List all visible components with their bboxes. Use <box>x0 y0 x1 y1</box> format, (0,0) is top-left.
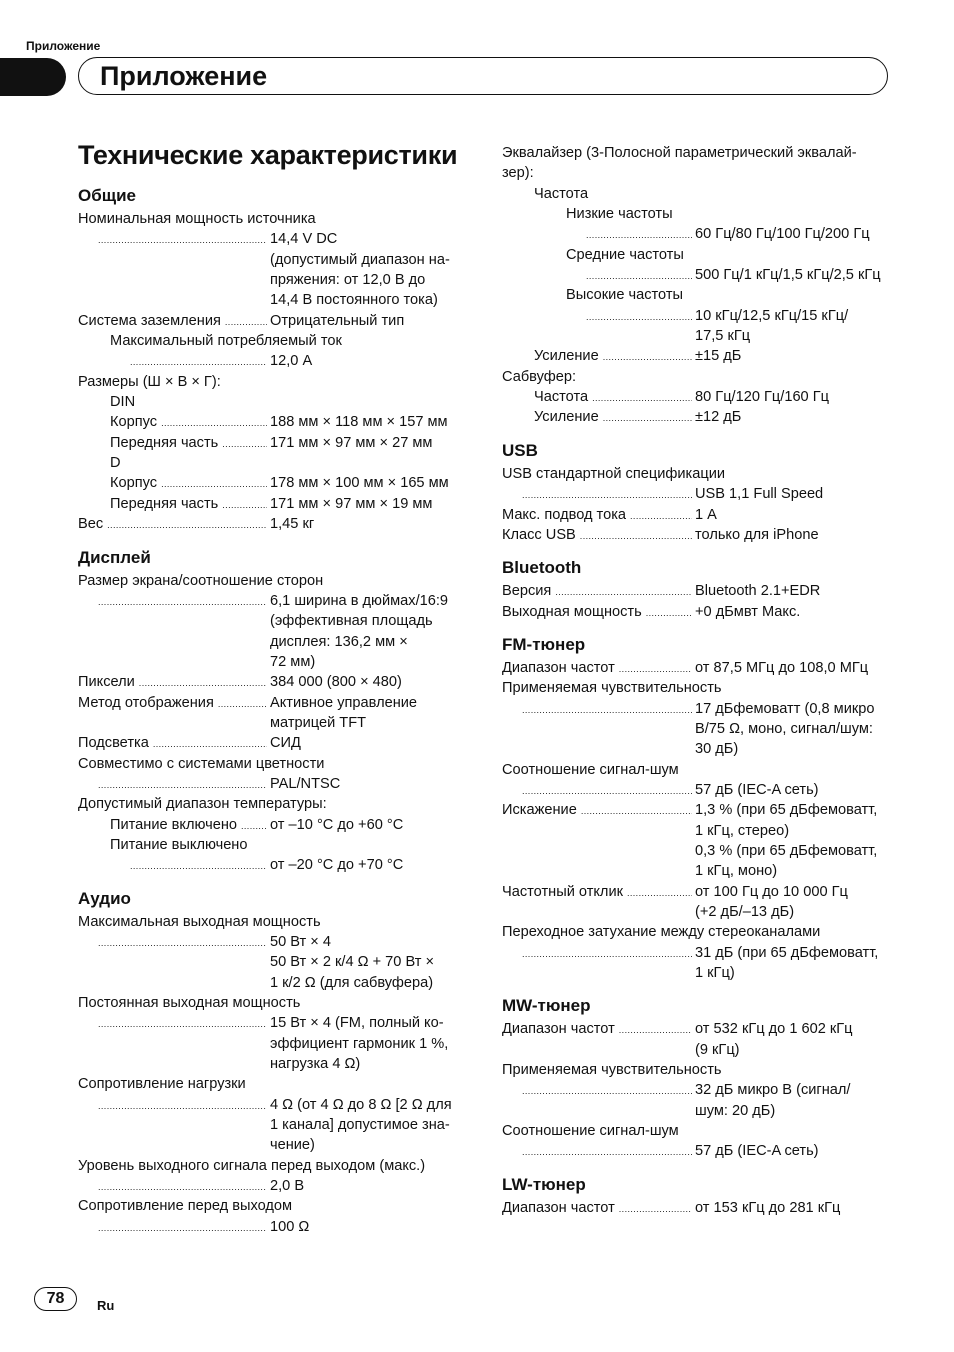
section-heading: USB <box>502 440 538 460</box>
spec-row <box>502 1019 902 1039</box>
spec-value: от –10 °C до +60 °C <box>270 816 404 833</box>
spec-value: USB 1,1 Full Speed <box>695 486 824 503</box>
spec-row <box>78 1095 478 1115</box>
spec-value: от 100 Гц до 10 000 Гц <box>695 883 848 900</box>
spec-value: нагрузка 4 Ω) <box>270 1056 361 1073</box>
spec-value: 1 кГц, стерео) <box>695 822 790 839</box>
spec-label: Выходная мощность <box>502 603 642 620</box>
spec-label: Класс USB <box>502 526 576 543</box>
spec-row <box>78 571 478 591</box>
spec-label: Версия <box>502 583 552 600</box>
spec-row <box>78 1217 478 1237</box>
spec-value: (эффективная площадь <box>270 613 433 630</box>
spec-row <box>502 265 902 285</box>
spec-value: СИД <box>270 735 301 752</box>
spec-row <box>502 464 902 484</box>
spec-value: 1 канала] допустимое зна- <box>270 1117 450 1134</box>
spec-value: 10 кГц/12,5 кГц/15 кГц/ <box>695 307 849 324</box>
spec-value: (допустимый диапазон на- <box>270 251 450 268</box>
spec-row <box>78 229 478 249</box>
leader-dots <box>592 387 692 407</box>
spec-row <box>78 331 478 351</box>
spec-value: 171 мм × 97 мм × 19 мм <box>270 495 433 512</box>
spec-value: ±15 дБ <box>695 348 742 365</box>
spec-row <box>78 932 478 952</box>
spec-label: Метод отображения <box>78 694 214 711</box>
spec-value: пряжения: от 12,0 В до <box>270 272 426 289</box>
spec-row <box>502 1040 902 1060</box>
leader-dots <box>586 224 692 244</box>
spec-label: D <box>110 455 121 472</box>
leader-dots <box>646 602 692 622</box>
spec-value: 12,0 А <box>270 353 313 370</box>
spec-value: 188 мм × 118 мм × 157 мм <box>270 414 448 431</box>
leader-dots <box>139 672 267 692</box>
spec-value: +0 дБмвт Макс. <box>695 603 801 620</box>
spec-row <box>502 658 902 678</box>
spec-row <box>502 760 902 780</box>
spec-label: Питание включено <box>110 816 237 833</box>
spec-row <box>78 835 478 855</box>
leader-dots <box>522 484 692 504</box>
spec-row <box>502 367 902 387</box>
leader-dots <box>130 351 267 371</box>
spec-label: Пиксели <box>78 674 135 691</box>
section-heading: Bluetooth <box>502 558 582 578</box>
spec-row <box>502 581 902 601</box>
spec-label: Питание выключено <box>110 836 248 853</box>
leader-dots <box>603 407 692 427</box>
spec-row <box>502 800 902 820</box>
spec-label: Высокие частоты <box>566 287 684 304</box>
spec-row <box>78 652 478 672</box>
leader-dots <box>218 693 267 713</box>
leader-dots <box>241 815 267 835</box>
spec-label: Максимальная выходная мощность <box>78 913 321 930</box>
page-title: Технические характеристики <box>78 140 458 170</box>
leader-dots <box>627 882 692 902</box>
leader-dots <box>98 1095 267 1115</box>
section-gap <box>502 1162 902 1172</box>
spec-label: USB стандартной спецификации <box>502 465 726 482</box>
leader-dots <box>222 494 267 514</box>
spec-label: Частота <box>534 185 589 202</box>
spec-value: 14,4 В постоянного тока) <box>270 292 438 309</box>
section-heading: LW-тюнер <box>502 1174 586 1194</box>
spec-value: 4 Ω (от 4 Ω до 8 Ω [2 Ω для <box>270 1096 452 1113</box>
spec-row <box>502 780 902 800</box>
spec-value: от 532 кГц до 1 602 кГц <box>695 1021 853 1038</box>
spec-label: Соотношение сигнал-шум <box>502 761 679 778</box>
spec-value: (+2 дБ/–13 дБ) <box>695 904 795 920</box>
leader-dots <box>522 1080 692 1100</box>
spec-value: 57 дБ (IEC-A сеть) <box>695 781 819 798</box>
leader-dots <box>222 433 267 453</box>
spec-label: Система заземления <box>78 312 221 329</box>
spec-row <box>78 311 478 331</box>
spec-label: Применяемая чувствительность <box>502 1062 722 1079</box>
spec-row <box>78 1054 478 1074</box>
spec-row <box>502 387 902 407</box>
spec-value: 1 А <box>695 506 717 523</box>
spec-row <box>78 611 478 631</box>
spec-label: Применяемая чувствительность <box>502 680 722 697</box>
leader-dots <box>98 591 267 611</box>
spec-label: Корпус <box>110 475 158 492</box>
leader-dots <box>153 733 267 753</box>
leader-dots <box>98 774 267 794</box>
spec-row <box>502 245 902 265</box>
spec-label: Постоянная выходная мощность <box>78 995 301 1012</box>
spec-row <box>502 1101 902 1121</box>
spec-row <box>78 973 478 993</box>
spec-label: Искажение <box>502 802 577 819</box>
spec-row <box>78 733 478 753</box>
spec-column-left <box>78 183 478 1237</box>
spec-value: 50 Вт × 2 к/4 Ω + 70 Вт × <box>270 954 434 971</box>
spec-value: 57 дБ (IEC-A сеть) <box>695 1143 819 1160</box>
leader-dots <box>98 1176 267 1196</box>
section-heading: Аудио <box>78 888 131 908</box>
section-gap <box>502 428 902 438</box>
section-heading: Общие <box>78 186 136 205</box>
spec-label: Усиление <box>534 409 599 426</box>
spec-row <box>502 602 902 622</box>
spec-row <box>78 632 478 652</box>
spec-row <box>502 143 902 163</box>
spec-row <box>78 453 478 473</box>
leader-dots <box>130 855 267 875</box>
spec-label: Максимальный потребляемый ток <box>110 333 342 350</box>
leader-dots <box>161 473 267 493</box>
spec-row <box>78 1034 478 1054</box>
spec-value: 1 к/2 Ω (для сабвуфера) <box>270 974 434 991</box>
spec-row <box>78 412 478 432</box>
leader-dots <box>522 699 692 719</box>
spec-row <box>502 902 902 922</box>
spec-value: 500 Гц/1 кГц/1,5 кГц/2,5 кГц <box>695 267 881 284</box>
leader-dots <box>107 514 267 534</box>
spec-row <box>78 494 478 514</box>
spec-row <box>78 1013 478 1033</box>
spec-label: Эквалайзер (3-Полосной параметрический эквалай- <box>502 145 857 161</box>
spec-row <box>502 204 902 224</box>
spec-row <box>502 525 902 545</box>
spec-row <box>78 1156 478 1176</box>
spec-label: Частота <box>534 389 589 406</box>
spec-row <box>78 713 478 733</box>
spec-value: от 87,5 МГц до 108,0 МГц <box>695 659 869 676</box>
leader-dots <box>586 306 692 326</box>
spec-value: Отрицательный тип <box>270 312 405 329</box>
spec-label: Передняя часть <box>110 434 219 451</box>
spec-label: Диапазон частот <box>502 1199 615 1216</box>
leader-dots <box>98 1013 267 1033</box>
spec-row <box>78 1074 478 1094</box>
spec-value: 80 Гц/120 Гц/160 Гц <box>695 389 829 406</box>
spec-value: дисплея: 136,2 мм × <box>270 633 408 650</box>
spec-value: 178 мм × 100 мм × 165 мм <box>270 475 449 492</box>
spec-value: 32 дБ микро В (сигнал/ <box>695 1082 851 1099</box>
spec-row <box>502 943 902 963</box>
spec-value: PAL/NTSC <box>270 775 341 792</box>
leader-dots <box>619 1198 692 1218</box>
leader-dots <box>522 780 692 800</box>
spec-row <box>502 678 902 698</box>
spec-row <box>502 285 902 305</box>
running-header: Приложение <box>26 39 101 53</box>
spec-value: матрицей TFT <box>270 714 367 731</box>
spec-value: 17,5 кГц <box>695 328 751 345</box>
spec-row <box>78 1176 478 1196</box>
spec-row <box>78 693 478 713</box>
spec-label: Переходное затухание между стереоканалами <box>502 924 821 941</box>
leader-dots <box>98 229 267 249</box>
spec-row <box>78 754 478 774</box>
spec-label: Сабвуфер: <box>502 368 577 385</box>
spec-value: только для iPhone <box>695 526 819 543</box>
spec-row <box>502 1080 902 1100</box>
spec-value: 171 мм × 97 мм × 27 мм <box>270 434 433 451</box>
spec-label: Усиление <box>534 348 599 365</box>
spec-label: Средние частоты <box>566 246 684 263</box>
spec-value: (9 кГц) <box>695 1041 740 1058</box>
spec-row <box>502 739 902 759</box>
spec-value: чение) <box>270 1137 315 1154</box>
spec-row <box>78 290 478 310</box>
spec-value: 1,3 % (при 65 дБфемоватт, <box>695 802 878 819</box>
spec-row <box>502 882 902 902</box>
spec-row <box>502 505 902 525</box>
spec-value: 2,0 В <box>270 1178 305 1195</box>
spec-row <box>78 1135 478 1155</box>
spec-row <box>502 963 902 983</box>
spec-value: 100 Ω <box>270 1218 310 1235</box>
spec-value: 6,1 ширина в дюймах/16:9 <box>270 592 449 609</box>
spec-label: Частотный отклик <box>502 883 623 900</box>
spec-row <box>78 209 478 229</box>
spec-row <box>502 306 902 326</box>
language-code: Ru <box>97 1298 115 1313</box>
leader-dots <box>586 265 692 285</box>
section-heading: FM-тюнер <box>502 634 586 654</box>
spec-label: Сопротивление перед выходом <box>78 1198 293 1215</box>
spec-row <box>78 351 478 371</box>
spec-row <box>78 433 478 453</box>
spec-label: Вес <box>78 516 104 533</box>
spec-label: Низкие частоты <box>566 206 673 223</box>
section-title: Приложение <box>100 61 268 91</box>
spec-row <box>78 912 478 932</box>
section-gap <box>78 876 478 886</box>
section-gap <box>502 983 902 993</box>
leader-dots <box>161 412 267 432</box>
spec-row <box>502 407 902 427</box>
spec-row <box>78 250 478 270</box>
spec-row <box>78 473 478 493</box>
spec-row <box>78 514 478 534</box>
spec-row <box>502 184 902 204</box>
section-gap <box>502 622 902 632</box>
spec-value: от 153 кГц до 281 кГц <box>695 1199 841 1216</box>
spec-label: Корпус <box>110 414 158 431</box>
spec-row <box>502 922 902 942</box>
leader-dots <box>522 943 692 963</box>
spec-row <box>502 699 902 719</box>
spec-row <box>78 372 478 392</box>
spec-row <box>78 672 478 692</box>
leader-dots <box>603 346 692 366</box>
leader-dots <box>581 800 692 820</box>
spec-row <box>78 794 478 814</box>
spec-row <box>78 1196 478 1216</box>
spec-label: Диапазон частот <box>502 659 615 676</box>
spec-value: 17 дБфемоватт (0,8 микро <box>695 700 875 717</box>
spec-row <box>78 270 478 290</box>
spec-value: 15 Вт × 4 (FM, полный ко- <box>270 1015 444 1032</box>
spec-value: 72 мм) <box>270 653 316 670</box>
spec-value: 31 дБ (при 65 дБфемоватт, <box>695 944 879 961</box>
section-tab-marker <box>0 58 66 96</box>
spec-value: 384 000 (800 × 480) <box>270 674 402 691</box>
section-gap <box>502 545 902 555</box>
spec-row <box>78 591 478 611</box>
spec-value: от –20 °C до +70 °C <box>270 857 404 874</box>
spec-label: Номинальная мощность источника <box>78 211 316 227</box>
spec-value: эффициент гармоник 1 %, <box>270 1035 449 1052</box>
spec-value: 50 Вт × 4 <box>270 934 331 950</box>
spec-value: 1 кГц) <box>695 965 735 982</box>
spec-label: зер): <box>502 165 534 182</box>
spec-value: Активное управление <box>270 694 418 711</box>
leader-dots <box>630 505 692 525</box>
spec-label: Допустимый диапазон температуры: <box>78 796 327 813</box>
leader-dots <box>619 1019 692 1039</box>
spec-value: 0,3 % (при 65 дБфемоватт, <box>695 842 878 859</box>
spec-label: Соотношение сигнал-шум <box>502 1123 679 1140</box>
spec-row <box>502 224 902 244</box>
spec-label: Размер экрана/соотношение сторон <box>78 572 324 589</box>
spec-row <box>78 774 478 794</box>
spec-label: Размеры (Ш × В × Г): <box>78 373 221 390</box>
spec-value: 1,45 кг <box>270 516 315 533</box>
leader-dots <box>619 658 692 678</box>
spec-row <box>78 815 478 835</box>
spec-row <box>502 861 902 881</box>
spec-row <box>502 326 902 346</box>
spec-label: Макс. подвод тока <box>502 506 627 523</box>
section-heading: Дисплей <box>78 547 151 567</box>
spec-value: 30 дБ) <box>695 741 739 758</box>
leader-dots <box>98 1217 267 1237</box>
spec-row <box>78 1115 478 1135</box>
spec-label: Подсветка <box>78 735 149 752</box>
spec-value: 60 Гц/80 Гц/100 Гц/200 Гц <box>695 226 870 243</box>
spec-row <box>502 1121 902 1141</box>
spec-row <box>502 821 902 841</box>
spec-row <box>78 952 478 972</box>
spec-value: шум: 20 дБ) <box>695 1102 776 1119</box>
spec-value: 1 кГц, моно) <box>695 863 778 880</box>
section-gap <box>78 535 478 545</box>
spec-label: Совместимо с системами цветности <box>78 755 325 772</box>
spec-label: Передняя часть <box>110 495 219 512</box>
spec-value: ±12 дБ <box>695 409 742 426</box>
spec-row <box>502 1141 902 1161</box>
leader-dots <box>225 311 267 331</box>
page-number: 78 <box>34 1287 77 1311</box>
spec-label: Диапазон частот <box>502 1021 615 1038</box>
spec-label: Сопротивление нагрузки <box>78 1076 246 1093</box>
spec-row <box>502 1198 902 1218</box>
spec-label: DIN <box>110 394 136 411</box>
leader-dots <box>580 525 692 545</box>
spec-value: 14,4 V DC <box>270 231 338 248</box>
leader-dots <box>98 932 267 952</box>
leader-dots <box>555 581 692 601</box>
spec-column-right <box>502 143 902 1218</box>
spec-row <box>502 346 902 366</box>
spec-label: Уровень выходного сигнала перед выходом (макс.) <box>78 1157 426 1174</box>
spec-row <box>78 392 478 412</box>
section-heading: MW-тюнер <box>502 996 591 1016</box>
spec-row <box>502 1060 902 1080</box>
spec-row <box>502 484 902 504</box>
spec-row <box>78 993 478 1013</box>
spec-row <box>502 163 902 183</box>
spec-row <box>502 841 902 861</box>
spec-value: В/75 Ω, моно, сигнал/шум: <box>695 720 873 737</box>
spec-value: Bluetooth 2.1+EDR <box>695 583 821 600</box>
spec-row <box>78 855 478 875</box>
leader-dots <box>522 1141 692 1161</box>
spec-row <box>502 719 902 739</box>
